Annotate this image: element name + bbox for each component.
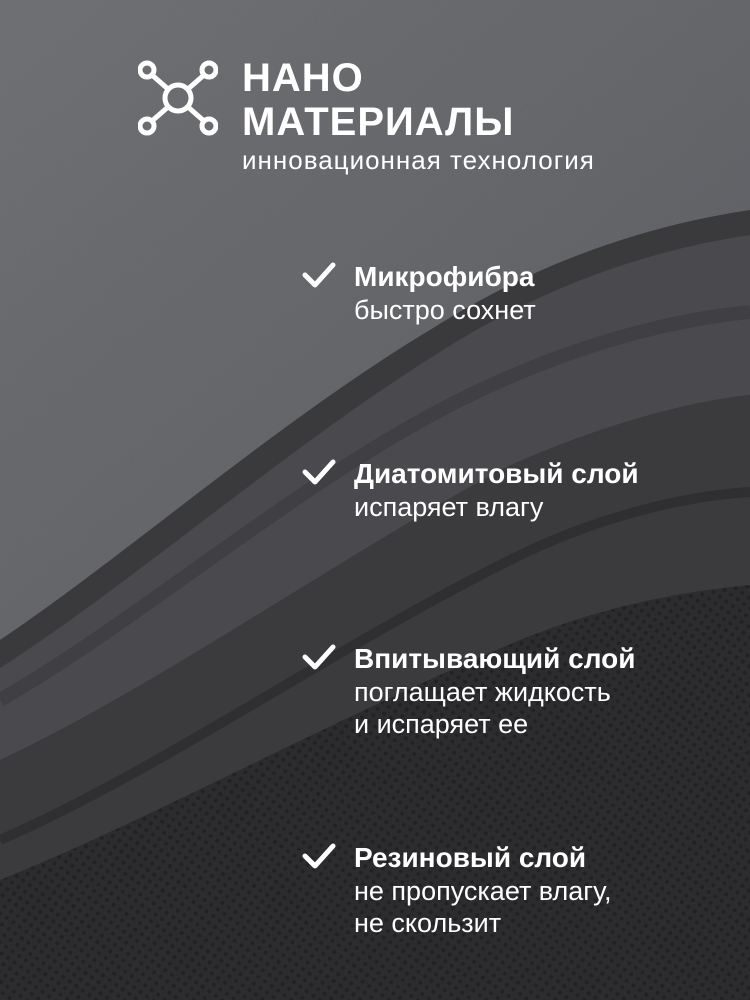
- feature-microfiber: [302, 260, 742, 330]
- feature-title: Резиновый слой: [354, 842, 587, 873]
- feature-description: не пропускает влагу, не скользит: [354, 876, 612, 938]
- feature-title: Впитывающий слой: [354, 643, 636, 674]
- check-icon: [302, 644, 336, 672]
- molecule-icon: [138, 58, 218, 138]
- check-icon: [302, 843, 336, 871]
- brand-subtitle: инновационная технология: [242, 145, 595, 175]
- brand-title-line-2: МАТЕРИАЛЫ: [242, 100, 515, 144]
- feature-description: испаряет влагу: [354, 492, 544, 522]
- feature-absorbent: [302, 642, 742, 742]
- feature-description: быстро сохнет: [354, 295, 536, 325]
- check-icon: [302, 262, 336, 290]
- feature-description: поглащает жидкость и испаряет ее: [354, 677, 611, 739]
- feature-title: Микрофибра: [354, 261, 535, 292]
- feature-diatomite: [302, 457, 742, 527]
- feature-title: Диатомитовый слой: [354, 458, 639, 489]
- brand-header: [138, 56, 738, 186]
- brand-title-line-1: НАНО: [242, 56, 364, 100]
- check-icon: [302, 459, 336, 487]
- feature-rubber: [302, 841, 742, 941]
